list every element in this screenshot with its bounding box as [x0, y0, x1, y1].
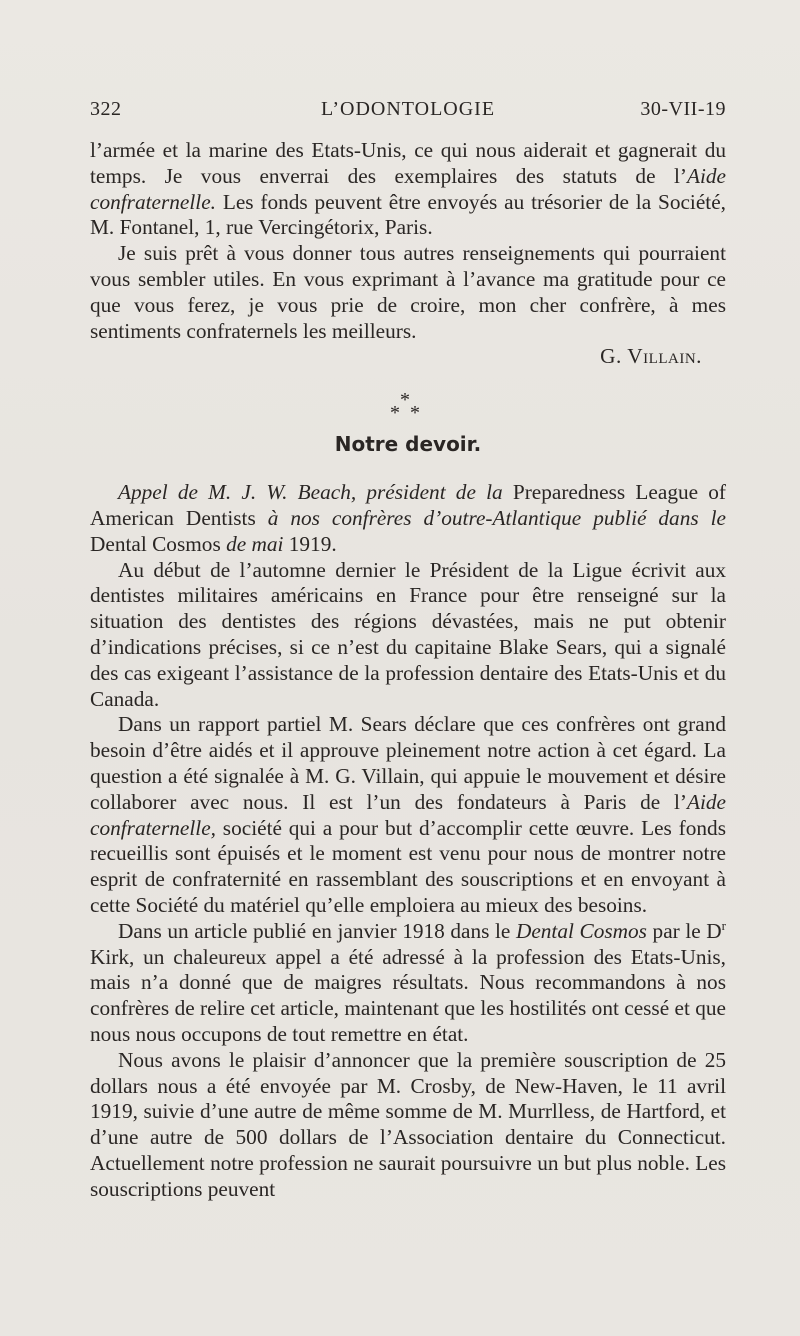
- text-run: Dans un rapport partiel M. Sears déclare que ces confrères ont grand besoin d’être aidés et il approuve pleinement notre action à cet égard. La question a été signalée à M. G. Villain, qui appuie le mouvement et désire collaborer avec nous. Il est l’un des fondateurs à Paris de l’: [90, 712, 726, 814]
- paragraph: Nous avons le plaisir d’annoncer que la première souscription de 25 dollars nous a été envoyée par M. Crosby, de New-Haven, le 11 avril 1919, suivie d’une autre de même somme de M. Murrlless, de Hartford, et d’une autre de 500 dollars de l’Association dentaire du Connecticut. Actuellement notre profession ne saurait poursuivre un but plus noble. Les souscriptions peuvent: [90, 1047, 726, 1201]
- signature: G. Villain.: [600, 344, 702, 369]
- text-run: l’armée et la marine des Etats-Unis, ce qui nous aiderait et gagnerait du temps. Je vous enverrai des exemplaires des statuts de l’: [90, 138, 726, 188]
- superscript: r: [721, 917, 726, 933]
- paragraph-closing: Je suis prêt à vous donner tous autres renseignements qui pourraient vous sembler utiles. En vous exprimant à l’avance ma gratitude pour ce que vous ferez, je vous prie de croire, mon cher confrère, à mes sentiments confraternels les meilleurs.: [90, 241, 726, 343]
- asterism-divider: * * *: [390, 389, 420, 425]
- text-run: société qui a pour but d’accomplir cette œuvre. Les fonds recueillis sont épuisés et le moment est venu pour nous de montrer notre esprit de confraternité en rassemblant des souscriptions et en envoyant à cette Société du matériel qu’elle emploiera au mieux des besoins.: [90, 815, 726, 917]
- text-run: Les fonds peuvent être envoyés au trésorier de la Société, M. Fontanel, 1, rue Vercingétorix, Paris.: [90, 189, 726, 240]
- paragraph: [90, 712, 726, 918]
- paragraph-continued: [90, 138, 726, 241]
- section-title: Notre devoir.: [334, 432, 482, 457]
- text-run-italic: Aide confraternelle,: [90, 789, 726, 840]
- text-run: Dans un article publié en janvier 1918 dans le: [118, 918, 516, 943]
- text-run-italic: Aide confraternelle.: [90, 163, 726, 214]
- body-text: [90, 138, 726, 1202]
- paragraph: [90, 919, 726, 1048]
- paragraph: Au début de l’automne dernier le Président de la Ligue écrivit aux dentistes militaires américains en France pour être renseigné sur la situation des dentistes des régions dévastées, mais ne put obtenir d’indications précises, si ce n’est du capitaine Blake Sears, qui a signalé des cas exigeant l’assistance de la profession dentaire des Etats-Unis et du Canada.: [90, 557, 726, 711]
- text-run: 1919.: [283, 531, 337, 556]
- text-run: Preparedness League of American Dentists: [90, 480, 726, 530]
- issue-date: 30-VII-19: [640, 98, 726, 120]
- page-number: 322: [90, 98, 122, 120]
- text-run-italic: Dental Cosmos: [515, 918, 647, 943]
- text-run: Dental Cosmos: [90, 531, 227, 556]
- text-run: Kirk, un chaleureux appel a été adressé à la profession des Etats-Unis, mais n’a donné que de maigres résultats. Nous recommandons à nos confrères de relire cet article, maintenant que les hostilités ont cessé et que nous nous occupons de tout remettre en état.: [90, 944, 726, 1046]
- text-run-italic: Appel de M. J. W. Beach, président de la: [118, 480, 503, 505]
- text-run: par le D: [646, 918, 722, 943]
- journal-title: L’ODONTOLOGIE: [320, 98, 496, 120]
- running-head: [90, 98, 726, 130]
- lead-paragraph: [90, 480, 726, 557]
- text-run-italic: de mai: [226, 531, 284, 556]
- text-run-italic: à nos confrères d’outre-Atlantique publié dans le: [267, 505, 726, 530]
